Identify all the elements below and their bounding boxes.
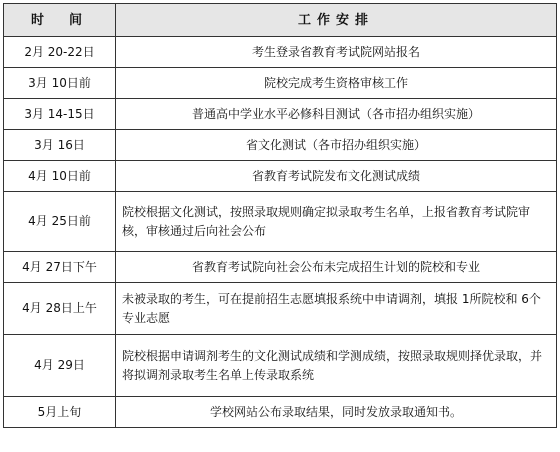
task-cell: 省教育考试院向社会公布未完成招生计划的院校和专业 bbox=[116, 252, 557, 283]
task-cell: 未被录取的考生，可在提前招生志愿填报系统中申请调剂，填报 1所院校和 6个专业志愿 bbox=[116, 283, 557, 335]
table-row bbox=[4, 130, 557, 161]
time-column-header: 时 间 bbox=[4, 4, 116, 37]
task-cell: 院校根据文化测试，按照录取规则确定拟录取考生名单，上报省教育考试院审核，审核通过后向社会公布 bbox=[116, 192, 557, 252]
table-row bbox=[4, 335, 557, 397]
task-cell: 省教育考试院发布文化测试成绩 bbox=[116, 161, 557, 192]
time-cell: 4月 29日 bbox=[4, 335, 116, 397]
table-header-row bbox=[4, 4, 557, 37]
task-column-header: 工作安排 bbox=[116, 4, 557, 37]
table-row bbox=[4, 397, 557, 428]
time-cell: 4月 25日前 bbox=[4, 192, 116, 252]
table-row bbox=[4, 68, 557, 99]
task-cell: 院校根据申请调剂考生的文化测试成绩和学测成绩，按照录取规则择优录取，并将拟调剂录取考生名单上传录取系统 bbox=[116, 335, 557, 397]
table-row bbox=[4, 99, 557, 130]
task-cell: 省文化测试（各市招办组织实施） bbox=[116, 130, 557, 161]
table-row bbox=[4, 192, 557, 252]
time-cell: 5月上旬 bbox=[4, 397, 116, 428]
table-row bbox=[4, 283, 557, 335]
task-cell: 普通高中学业水平必修科目测试（各市招办组织实施） bbox=[116, 99, 557, 130]
table-row bbox=[4, 161, 557, 192]
task-cell: 考生登录省教育考试院网站报名 bbox=[116, 37, 557, 68]
time-cell: 3月 14-15日 bbox=[4, 99, 116, 130]
time-cell: 4月 27日下午 bbox=[4, 252, 116, 283]
task-cell: 学校网站公布录取结果，同时发放录取通知书。 bbox=[116, 397, 557, 428]
schedule-table bbox=[3, 3, 557, 428]
time-cell: 4月 28日上午 bbox=[4, 283, 116, 335]
task-cell: 院校完成考生资格审核工作 bbox=[116, 68, 557, 99]
time-cell: 2月 20-22日 bbox=[4, 37, 116, 68]
time-cell: 3月 16日 bbox=[4, 130, 116, 161]
time-cell: 3月 10日前 bbox=[4, 68, 116, 99]
time-cell: 4月 10日前 bbox=[4, 161, 116, 192]
table-row bbox=[4, 252, 557, 283]
table-row bbox=[4, 37, 557, 68]
